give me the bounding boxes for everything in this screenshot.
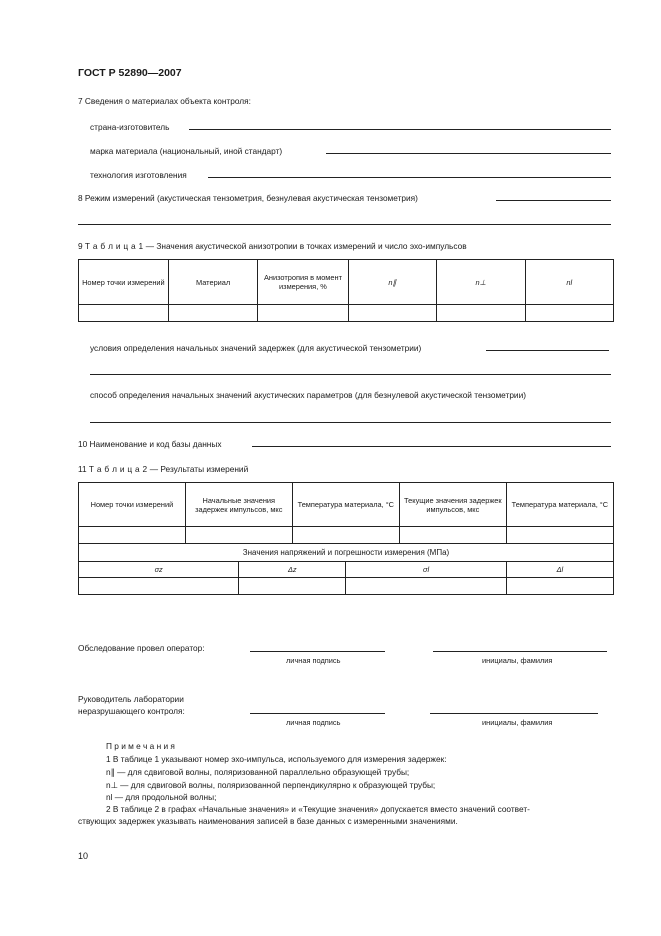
tech-fill-line[interactable]: [208, 177, 611, 178]
t1-header-n-parallel: n∥: [348, 260, 436, 305]
head-sign-caption: личная подпись: [286, 718, 341, 727]
table-2-caption: 11 Т а б л и ц а 2 — Результаты измерений: [78, 464, 249, 474]
section-10-text: 10 Наименование и код базы данных: [78, 439, 222, 449]
t1-header-point: Номер точки измерений: [79, 260, 169, 305]
t2-header-temp-2: Температура материала, °С: [506, 483, 613, 527]
conditions-fill-line[interactable]: [486, 350, 609, 351]
head-signature-line[interactable]: [250, 713, 385, 714]
t1-cell[interactable]: [79, 305, 169, 322]
section-7-heading: 7 Сведения о материалах объекта контроля:: [78, 96, 251, 106]
notes-heading: П р и м е ч а н и я: [106, 741, 175, 751]
note-2a: 2 В таблице 2 в графах «Начальные значения» и «Текущие значения» допускается вместо значений соответ-: [106, 804, 530, 814]
t2-cell[interactable]: [506, 578, 613, 595]
t2-symbol-sigma-z: σz: [79, 562, 239, 578]
database-fill-line[interactable]: [252, 446, 611, 447]
t1-header-n-perp: n⊥: [436, 260, 525, 305]
t2-header-point: Номер точки измерений: [79, 483, 186, 527]
brand-label: марка материала (национальный, иной стандарт): [90, 146, 283, 156]
operator-name-caption: инициалы, фамилия: [482, 656, 553, 665]
head-label-line1: Руководитель лаборатории: [78, 694, 184, 704]
method-fill-line[interactable]: [90, 422, 611, 423]
head-name-line[interactable]: [430, 713, 598, 714]
t2-header-initial: Начальные значения задержек импульсов, мкс: [185, 483, 292, 527]
operator-name-line[interactable]: [433, 651, 607, 652]
t1-cell[interactable]: [436, 305, 525, 322]
operator-label: Обследование провел оператор:: [78, 643, 205, 653]
t2-cell[interactable]: [292, 527, 399, 544]
t2-header-current: Текущие значения задержек импульсов, мкс: [399, 483, 506, 527]
note-1a: n∥ — для сдвиговой волны, поляризованной параллельно образующей трубы;: [106, 767, 410, 777]
t1-header-material: Материал: [168, 260, 258, 305]
t2-symbol-delta-l: Δl: [506, 562, 613, 578]
note-2b: ствующих задержек указывать наименования записей в базе данных с измеренными значениями.: [78, 816, 458, 826]
table-1: [78, 259, 614, 322]
t1-cell[interactable]: [168, 305, 258, 322]
brand-fill-line[interactable]: [326, 153, 611, 154]
t2-subheader: Значения напряжений и погрешности измерения (МПа): [79, 544, 614, 562]
t2-cell[interactable]: [185, 527, 292, 544]
method-label: способ определения начальных значений акустических параметров (для безнулевой акустической тензометрии): [90, 390, 526, 400]
conditions-fill-line-2[interactable]: [90, 374, 611, 375]
head-name-caption: инициалы, фамилия: [482, 718, 553, 727]
t2-cell[interactable]: [239, 578, 346, 595]
tech-label: технология изготовления: [90, 170, 187, 180]
t2-header-temp-1: Температура материала, °С: [292, 483, 399, 527]
table-2: [78, 482, 614, 595]
document-header: ГОСТ Р 52890—2007: [78, 67, 182, 79]
note-1b: n⊥ — для сдвиговой волны, поляризованной перпендикулярно к образующей трубы;: [106, 780, 436, 790]
operator-signature-line[interactable]: [250, 651, 385, 652]
conditions-label: условия определения начальных значений задержек (для акустической тензометрии): [90, 343, 422, 353]
t1-header-anisotropy: Анизотропия в момент измерения, %: [258, 260, 348, 305]
t1-cell[interactable]: [525, 305, 613, 322]
t2-cell[interactable]: [79, 527, 186, 544]
t2-symbol-sigma-l: σl: [346, 562, 506, 578]
country-fill-line[interactable]: [189, 129, 611, 130]
table-1-caption: 9 Т а б л и ц а 1 — Значения акустической анизотропии в точках измерений и число эхо-импульсов: [78, 241, 467, 251]
t1-cell[interactable]: [348, 305, 436, 322]
t1-header-n-long: nl: [525, 260, 613, 305]
head-label-line2: неразрушающего контроля:: [78, 706, 185, 716]
t2-cell[interactable]: [346, 578, 506, 595]
operator-sign-caption: личная подпись: [286, 656, 341, 665]
t2-symbol-delta-z: Δz: [239, 562, 346, 578]
mode-fill-line[interactable]: [496, 200, 611, 201]
t2-cell[interactable]: [79, 578, 239, 595]
note-1: 1 В таблице 1 указывают номер эхо-импульса, используемого для измерения задержек:: [106, 754, 447, 764]
mode-fill-line-2[interactable]: [78, 224, 611, 225]
page-number: 10: [78, 851, 89, 861]
note-1c: nl — для продольной волны;: [106, 792, 217, 802]
section-8-text: 8 Режим измерений (акустическая тензометрия, безнулевая акустическая тензометрия): [78, 193, 418, 203]
t2-cell[interactable]: [506, 527, 613, 544]
country-label: страна-изготовитель: [90, 122, 170, 132]
t1-cell[interactable]: [258, 305, 348, 322]
t2-cell[interactable]: [399, 527, 506, 544]
